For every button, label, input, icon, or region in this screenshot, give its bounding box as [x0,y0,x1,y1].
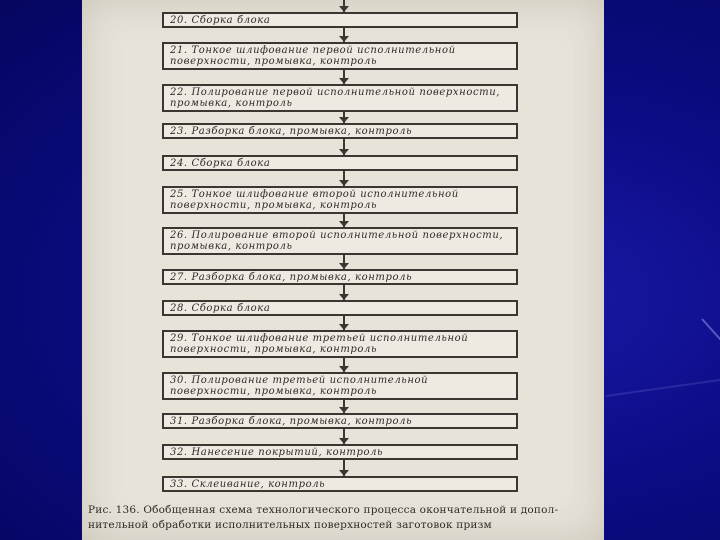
process-step-text: 24. Сборка блока [170,158,271,169]
process-step-text: 20. Сборка блока [170,15,271,26]
process-step [162,186,518,214]
process-step-text: 33. Склеивание, контроль [170,479,326,490]
process-step-text: 23. Разборка блока, промывка, контроль [170,126,413,137]
flow-arrow-head [339,221,349,227]
flow-arrow-head [339,294,349,300]
process-step-text: 32. Нанесение покрытий, контроль [170,447,384,458]
process-step-text: 29. Тонкое шлифование третьей исполнительной поверхности, промывка, контроль [170,333,469,355]
process-step-text: 27. Разборка блока, промывка, контроль [170,272,413,283]
process-step-text: 21. Тонкое шлифование первой исполнительной поверхности, промывка, контроль [170,45,456,67]
process-step-text: 30. Полирование третьей исполнительной поверхности, промывка, контроль [170,375,429,397]
flow-arrow-head [339,6,349,12]
caption-line-2: нительной обработки исполнительных поверхностей заготовок призм [88,519,492,531]
figure-caption [88,503,600,533]
process-step-text: 22. Полирование первой исполнительной поверхности, промывка, контроль [170,87,501,109]
flow-arrow-head [339,117,349,123]
process-step [162,372,518,400]
process-step [162,155,518,171]
flow-arrow-head [339,149,349,155]
flow-arrow-head [339,324,349,330]
flow-arrow-head [339,78,349,84]
caption-line-1: Рис. 136. Обобщенная схема технологического процесса окончательной и допол- [88,504,559,516]
process-step-text: 31. Разборка блока, промывка, контроль [170,416,413,427]
process-step [162,42,518,70]
flow-arrow-head [339,263,349,269]
process-step [162,12,518,28]
process-step [162,300,518,316]
flow-arrow-head [339,407,349,413]
flow-arrow-head [339,36,349,42]
process-step [162,476,518,492]
process-step [162,413,518,429]
process-step [162,330,518,358]
flow-arrow-head [339,366,349,372]
background-streak [606,378,720,397]
process-step [162,269,518,285]
process-step [162,227,518,255]
process-step-text: 25. Тонкое шлифование второй исполнительной поверхности, промывка, контроль [170,189,459,211]
flow-arrow-head [339,470,349,476]
flow-arrow-head [339,180,349,186]
process-step-text: 28. Сборка блока [170,303,271,314]
process-step [162,84,518,112]
flow-arrow-head [339,438,349,444]
process-step-text: 26. Полирование второй исполнительной поверхности, промывка, контроль [170,230,504,252]
scanned-page [82,0,604,540]
background-streak [701,318,720,349]
process-step [162,123,518,139]
process-step [162,444,518,460]
